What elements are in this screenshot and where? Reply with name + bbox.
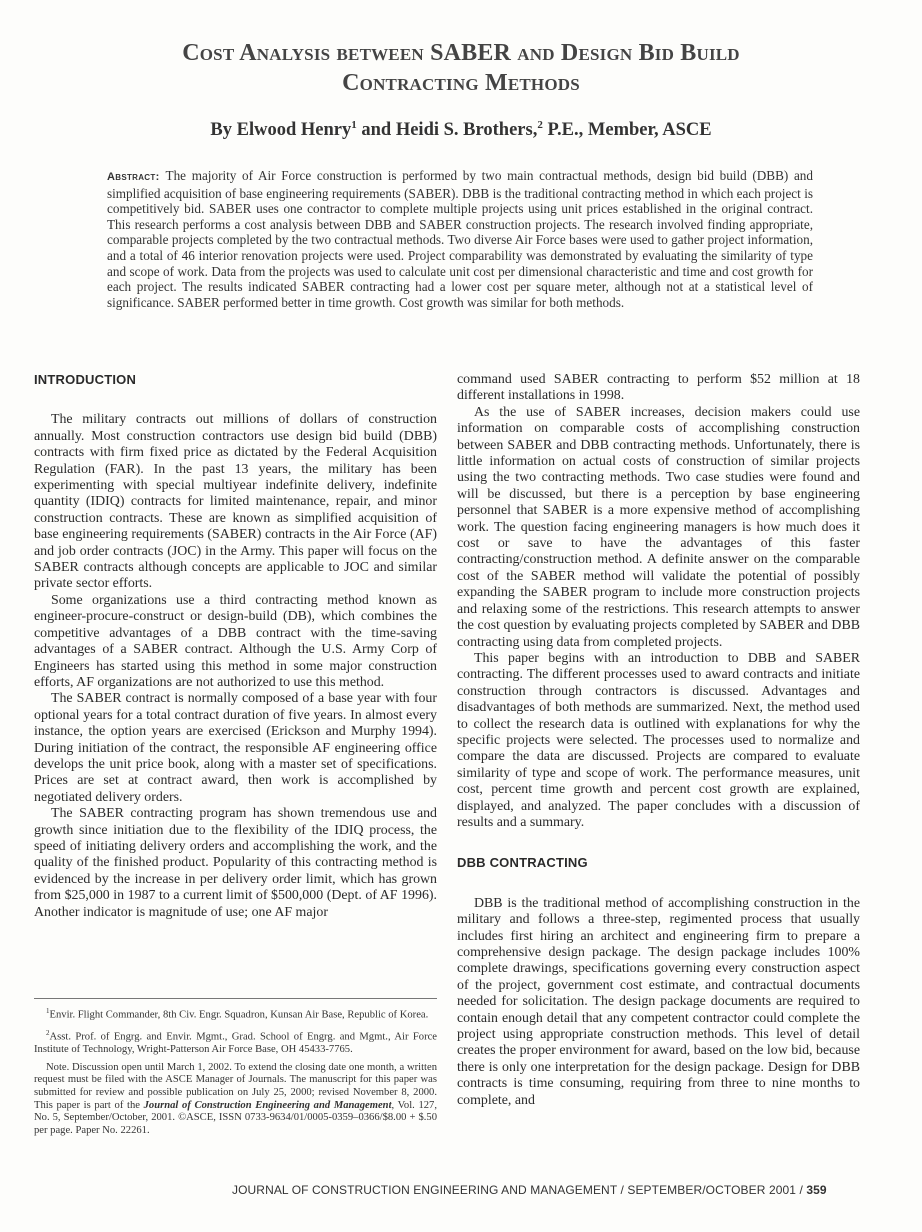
intro-paragraph-3: The SABER contract is normally composed of a base year with four optional years for a total contract duration of five years. In almost every instance, the option years are exercised (Erickson and Murphy 1994). During initiation of the contract, the responsible AF engineering office develops the unit price book, along with a master set of specifications. Prices are set at contract award, then work is accomplished by negotiated delivery orders.: [34, 691, 437, 805]
page-number: 359: [806, 1183, 827, 1197]
footnote-2-mark: 2: [46, 1029, 50, 1038]
intro-paragraph-4: The SABER contracting program has shown tremendous use and growth since initiation due to the flexibility of the IDIQ process, the speed of initiating delivery orders and accomplishing the work, and the quality of the finished product. Popularity of this contracting method is evidenced by the increase in per delivery order limit, which has grown from $25,000 in 1987 to a current limit of $500,000 (Dept. of AF 1996). Another indicator is magnitude of use; one AF major: [34, 806, 437, 920]
right-column: [457, 372, 860, 1109]
note-text-start: Note. Discussion open until March 1, 2002. To extend the closing date one month, a written request must be filed with the ASCE Manager of Journals. The manuscript for this paper was submitted for review and possible publication on July 25, 2000; revised November 8, 2000. This paper is part of the: [34, 1061, 437, 1111]
discussion-note: [34, 1062, 437, 1138]
note-text-end: , Vol. 127, No. 5, September/October, 2001. ©ASCE, ISSN 0733-9634/01/0005-0359–0366/$8.00 + $.50 per page. Paper No. 22261.: [34, 1099, 438, 1136]
intro-paragraph-6: This paper begins with an introduction to DBB and SABER contracting. The different processes used to award contracts and initiate construction through contractors is discussed. Advantages and disadvantages of both methods are summarized. Next, the method used to collect the research data is outlined with explanations for why the specific projects were selected. The processes used to normalize and compare the data are discussed. Projects are compared to evaluate similarity of type and scope of work. The performance measures, unit cost, percent time growth and percent cost growth are explained, displayed, and analyzed. The paper concludes with a discussion of results and a summary.: [457, 650, 860, 830]
intro-paragraph-1: The military contracts out millions of dollars of construction annually. Most construction contractors use design bid build (DBB) contracts with firm fixed price as dictated by the Federal Acquisition Regulation (FAR). In the past 13 years, the military has been experimenting with special multiyear indefinite delivery, indefinite quantity (IDIQ) contracts for limited maintenance, repair, and minor construction contracts. These are known as simplified acquisition of base engineering requirements (SABER) contracts in the Air Force (AF) and job order contracts (JOC) in the Army. This paper will focus on the SABER contracts although concepts are applicable to JOC and similar private sector efforts.: [34, 412, 437, 592]
title-line-1: Cost Analysis between SABER and Design Bid Build: [182, 40, 740, 66]
intro-continuation-paragraph: command used SABER contracting to perform $52 million at 18 different installations in 1998.: [457, 372, 860, 404]
author-connector: and Heidi S. Brothers,: [356, 120, 538, 141]
intro-paragraph-5: As the use of SABER increases, decision makers could use information on comparable costs of accomplishing construction between SABER and DBB contracting methods. Unfortunately, there is little information on actual costs of construction of similar projects using the two contracting methods. Two case studies were found and will be discussed, but there is a perception by base engineering personnel that SABER is a more expensive method of accomplishing work. The question facing engineering managers is how much does it cost or save to have the advantages of this faster contracting/construction method. A definite answer on the comparable cost of the SABER method will validate the potential of possibly expanding the SABER program to include more construction projects and relaxing some of the restrictions. This research attempts to answer the cost question by evaluating projects completed by SABER and DBB contracting using data from completed projects.: [457, 404, 860, 650]
section-heading-introduction: INTRODUCTION: [34, 372, 137, 387]
intro-paragraph-2: Some organizations use a third contracting method known as engineer-procure-construct or design-build (DB), which combines the competitive advantages of a DBB contract with the time-saving advantages of a SABER contract. Although the U.S. Army Corp of Engineers has started using this method in some major construction efforts, AF organizations are not authorized to use this method.: [34, 592, 437, 690]
title-line-2: Contracting Methods: [342, 70, 580, 96]
author-credentials: P.E., Member, ASCE: [542, 120, 712, 141]
journal-name: Journal of Construction Engineering and Management: [143, 1099, 392, 1111]
abstract-text: The majority of Air Force construction is performed by two main contractual methods, design bid build (DBB) and simplified acquisition of base engineering requirements (SABER). DBB is the traditional contracting method in which each project is competitively bid. SABER uses one contractor to complete multiple projects using unit prices established in the original contract. This research performs a cost analysis between DBB and SABER construction projects. The research involved finding appropriate, comparable projects completed by the two contractual methods. Two diverse Air Force bases were used to gather project information, and a total of 46 interior renovation projects were used. Project comparability was demonstrated by evaluating the similarity of type and scope of work. Data from the projects was used to calculate unit cost per dimensional characteristic and time and cost growth for each project. The results indicated SABER contracting had a lower cost per square meter, although not at a statistical level of significance. SABER performed better in time growth. Cost growth was similar for both methods.: [107, 168, 813, 310]
abstract: [107, 168, 813, 310]
footnote-1-mark: 1: [46, 1007, 50, 1015]
section-heading-dbb-contracting: DBB CONTRACTING: [457, 855, 588, 871]
footer-journal-text: JOURNAL OF CONSTRUCTION ENGINEERING AND MANAGEMENT / SEPTEMBER/OCTOBER 2001 /: [232, 1183, 807, 1197]
author-2-affiliation-mark: 2: [537, 119, 543, 131]
page-footer: [232, 1183, 832, 1197]
left-column: [34, 372, 437, 921]
author-1-affiliation-mark: 1: [351, 119, 357, 131]
abstract-label: Abstract:: [107, 171, 160, 183]
footnote-1-text: Envir. Flight Commander, 8th Civ. Engr. Squadron, Kunsan Air Base, Republic of Korea.: [49, 1009, 429, 1021]
footnote-1: [34, 1005, 437, 1022]
dbb-paragraph-1: DBB is the traditional method of accomplishing construction in the military and follows a three-step, regimented process that usually includes first hiring an architect and engineering firm to prepare a comprehensive design package. The design package includes 100% complete drawings, specifications governing every construction aspect of the project, government cost estimate, and contractual documents needed for solicitation. The design package documents are required to contain enough detail that any competent contractor could complete the project using appropriate construction methods. This level of detail creates the proper environment for award, based on the low bid, because there is only one interpretation for the design package. Design for DBB contracts is time consuming, requiring from three to nine months to complete, and: [457, 895, 860, 1108]
footnote-2: [34, 1027, 437, 1057]
footnote-2-text: Asst. Prof. of Engrg. and Envir. Mgmt., Grad. School of Engrg. and Mgmt., Air Force Institute of Technology, Wright-Patterson Air Force Base, OH 45433-7765.: [34, 1031, 437, 1056]
footnotes: [34, 998, 437, 1142]
paper-title: [60, 38, 862, 98]
author-1: By Elwood Henry: [210, 120, 352, 141]
author-line: [60, 119, 862, 141]
